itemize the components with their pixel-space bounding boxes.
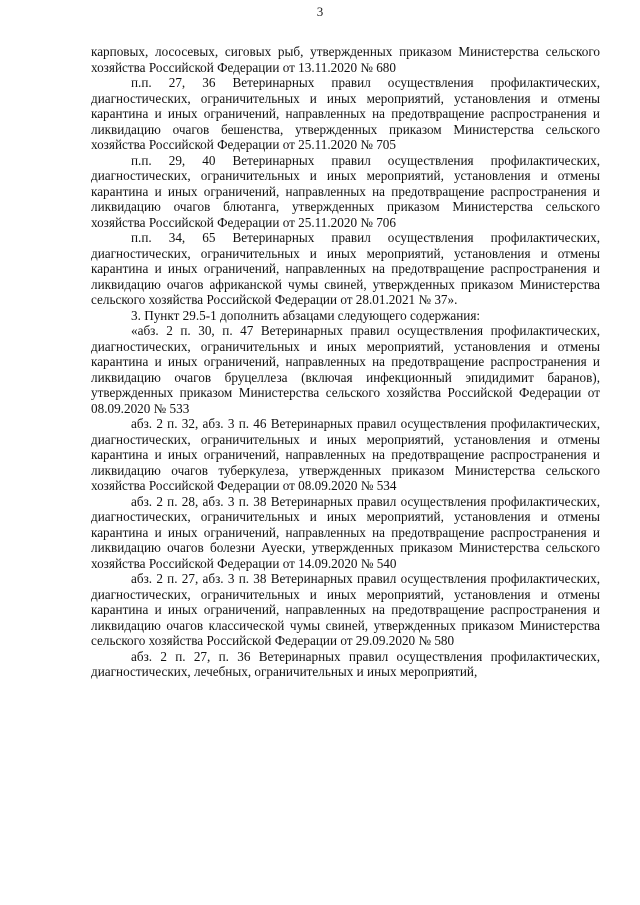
paragraph-tuberculosis: абз. 2 п. 32, абз. 3 п. 46 Ветеринарных правил осуществления профилактических, диагностических, ограничительных и иных мероприятий, установления и отмены карантина и иных ограничений, направленных на предотвращение распространения и ликвидацию очагов туберкулеза, утвержденных приказом Министерства сельского хозяйства Российской Федерации от 08.09.2020 № 534 xyxy=(91,416,600,493)
paragraph-bluetongue: п.п. 29, 40 Ветеринарных правил осуществления профилактических, диагностических, ограничительных и иных мероприятий, установления и отмены карантина и иных ограничений, направленных на предотвращение распространения и ликвидацию очагов блютанга, утвержденных приказом Министерства сельского хозяйства Российской Федерации от 25.11.2020 № 706 xyxy=(91,152,600,230)
paragraph-rabies: п.п. 27, 36 Ветеринарных правил осуществления профилактических, диагностических, ограничительных и иных мероприятий, установления и отмены карантина и иных ограничений, направленных на предотвращение распространения и ликвидацию очагов бешенства, утвержденных приказом Министерства сельского хозяйства Российской Федерации от 25.11.2020 № 705 xyxy=(91,75,600,152)
paragraph-continuation: карповых, лососевых, сиговых рыб, утвержденных приказом Министерства сельского хозяйства Российской Федерации от 13.11.2020 № 680 xyxy=(91,44,600,75)
paragraph-last: абз. 2 п. 27, п. 36 Ветеринарных правил осуществления профилактических, диагностических, лечебных, ограничительных и иных мероприятий, xyxy=(91,648,600,679)
page-number: 3 xyxy=(316,4,324,19)
paragraph-classical-swine-fever: абз. 2 п. 27, абз. 3 п. 38 Ветеринарных правил осуществления профилактических, диагностических, ограничительных и иных мероприятий, установления и отмены карантина и иных ограничений, направленных на предотвращение распространения и ликвидацию очагов классической чумы свиней, утвержденных приказом Министерства сельского хозяйства Российской Федерации от 29.09.2020 № 580 xyxy=(91,571,600,648)
paragraph-african-swine-fever: п.п. 34, 65 Ветеринарных правил осуществления профилактических, диагностических, ограничительных и иных мероприятий, установления и отмены карантина и иных ограничений, направленных на предотвращение распространения и ликвидацию очагов африканской чумы свиней, утвержденных приказом Министерства сельского хозяйства Российской Федерации от 28.01.2021 № 37». xyxy=(91,230,600,307)
paragraph-item-3: 3. Пункт 29.5-1 дополнить абзацами следующего содержания: xyxy=(131,307,481,323)
paragraph-brucellosis: «абз. 2 п. 30, п. 47 Ветеринарных правил осуществления профилактических, диагностических, ограничительных и иных мероприятий, установления и отмены карантина и иных ограничений, направленных на предотвращение распространения и ликвидацию очагов бруцеллеза (включая инфекционный эпидидимит баранов), утвержденных приказом Министерства сельского хозяйства Российской Федерации от 08.09.2020 № 533 xyxy=(91,323,600,416)
paragraph-aujeszky: абз. 2 п. 28, абз. 3 п. 38 Ветеринарных правил осуществления профилактических, диагностических, ограничительных и иных мероприятий, установления и отмены карантина и иных ограничений, направленных на предотвращение распространения и ликвидацию очагов болезни Ауески, утвержденных приказом Министерства сельского хозяйства Российской Федерации от 14.09.2020 № 540 xyxy=(91,493,600,571)
document-body xyxy=(91,44,600,680)
